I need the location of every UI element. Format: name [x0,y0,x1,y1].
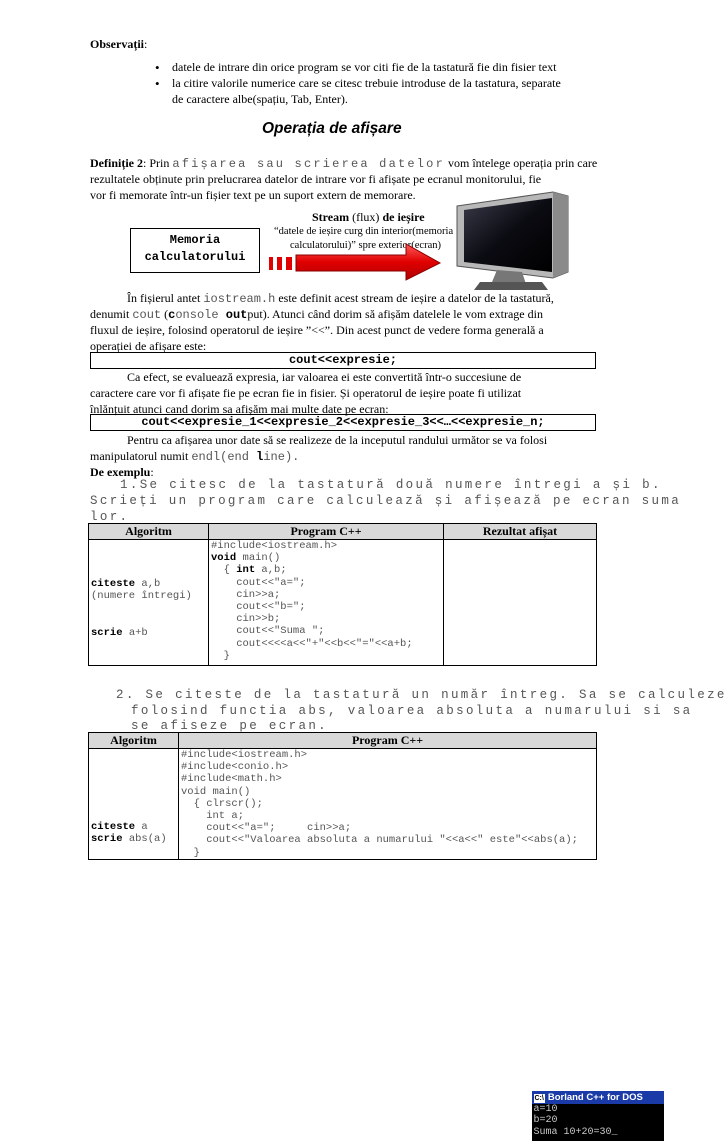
example1-line-3: lor. [90,510,130,524]
table1-header-result: Rezultat afișat [444,524,597,540]
observation-bullet-2-cont: de caractere albe(spațiu, Tab, Enter). [172,92,348,106]
table1-header-algorithm: Algoritm [89,524,209,540]
arrow-tick-3 [286,257,292,270]
table1-algorithm-text: citeste a,b (numere întregi) scrie a+b [91,578,192,639]
console-output: a=10 b=20 Suma 10+20=30_ [533,1103,618,1138]
example1-line-2: Scrieți un program care calculează și afișează pe ecran suma [90,494,682,508]
memory-box [130,228,260,273]
para1-line-1: În fișierul antet iostream.h este definit acest stream de ieșire a datelor de la tastatură, [127,291,554,306]
stream-title: Stream (flux) de ieșire [312,210,425,224]
example2-line-2: folosind functia abs, valoarea absoluta a numarului si sa [131,704,693,718]
para1-line-3: fluxul de ieșire, folosind operatorul de ieșire ”<<”. Din acest punct de vedere forma generală a [90,323,544,337]
para2-line-2: caractere care vor fi afișate fie pe ecran fie in fisier. Și operatorul de ieșire poate fi utilizat [90,386,522,400]
chained-form-box: cout<<expresie_1<<expresie_2<<expresie_3<<…<<expresie_n; [90,414,596,431]
arrow-tick-1 [269,257,273,270]
table1-header-program: Program C++ [209,524,444,540]
table2-code: #include<iostream.h> #include<conio.h> #include<math.h> void main() { clrscr(); int a; cout<<"a="; cin>>a; cout<<"Valoarea absoluta a numarului "<<a<<" este"<<abs(a); } [181,749,578,859]
definition-line-3: vor fi memorate într-un fișier text pe un suport extern de memorare. [90,188,416,202]
example2-table [88,732,597,860]
para2-line-1: Ca efect, se evaluează expresia, iar valoarea ei este convertită într-o succesiune de [127,370,522,384]
observations-title: Observații: [90,37,148,51]
example1-line-1: 1.Se citesc de la tastatură două numere întregi a și b. [120,478,662,492]
table1-result-cell [444,540,643,1138]
console-titlebar: C:\ Borland C++ for DOS [532,1091,664,1104]
para1-line-4: operației de afișare este: [90,339,207,353]
para3-line-1: Pentru ca afișarea unor date să se realizeze de la inceputul randului următor se va folosi [127,433,548,447]
table2-algorithm-text: citeste a scrie abs(a) [91,821,167,846]
example2-line-3: se afiseze pe ecran. [131,719,329,733]
example2-line-1: 2. Se citeste de la tastatură un număr întreg. Sa se calculeze [116,688,727,702]
memory-label-1: Memoria [169,233,221,247]
para1-line-2: denumit cout (console output). Atunci când dorim să afișăm datelele le vom extrage din [90,307,543,322]
memory-label-2: calculatorului [144,250,246,264]
example-label: De exemplu: [90,465,154,479]
table2-header-program: Program C++ [179,733,597,749]
table2-algorithm-cell [89,749,179,860]
para3-line-2: manipulatorul numit endl(end line). [90,449,300,464]
section-heading: Operația de afișare [262,120,402,137]
stream-quote-1: “datele de ieșire curg din interior(memoria [274,226,454,237]
table1-code-cell [209,540,444,666]
table1-algorithm-cell [89,540,209,666]
definition-line-1: Definiție 2: Prin afișarea sau scrierea datelor vom întelege operația prin care [90,156,598,171]
table2-code-cell [179,749,597,860]
console-app-icon: C:\ [534,1094,544,1102]
arrow-body [296,244,440,280]
observation-bullet-2: • la citire valorile numerice care se citesc trebuie introduse de la tastatura, separate [172,76,561,91]
arrow-tick-2 [277,257,282,270]
para2-line-3: înlănțuit atunci cand dorim sa afișăm mai multe date pe ecran: [90,402,389,416]
stream-quote-2: calculatorului)” spre exterior(ecran) [290,240,441,251]
stream-arrow [266,242,442,282]
console-window [532,1091,664,1141]
monitor-icon [452,190,572,296]
table2-header-algorithm: Algoritm [89,733,179,749]
observation-bullet-1: • datele de intrare din orice program se vor citi fie de la tastatură fie din fisier text [172,60,557,75]
definition-line-2: rezultatele obținute prin prelucrarea datelor de intrare vor fi afișate pe ecranul monitorului, fie [90,172,542,186]
table1-code: #include<iostream.h> void main() { int a,b; cout<<"a="; cin>>a; cout<<"b="; cin>>b; cout<<"Suma "; cout<<<<a<<"+"<<b<<"="<<a+b; } [211,540,413,662]
general-form-box: cout<<expresie; [90,352,596,369]
